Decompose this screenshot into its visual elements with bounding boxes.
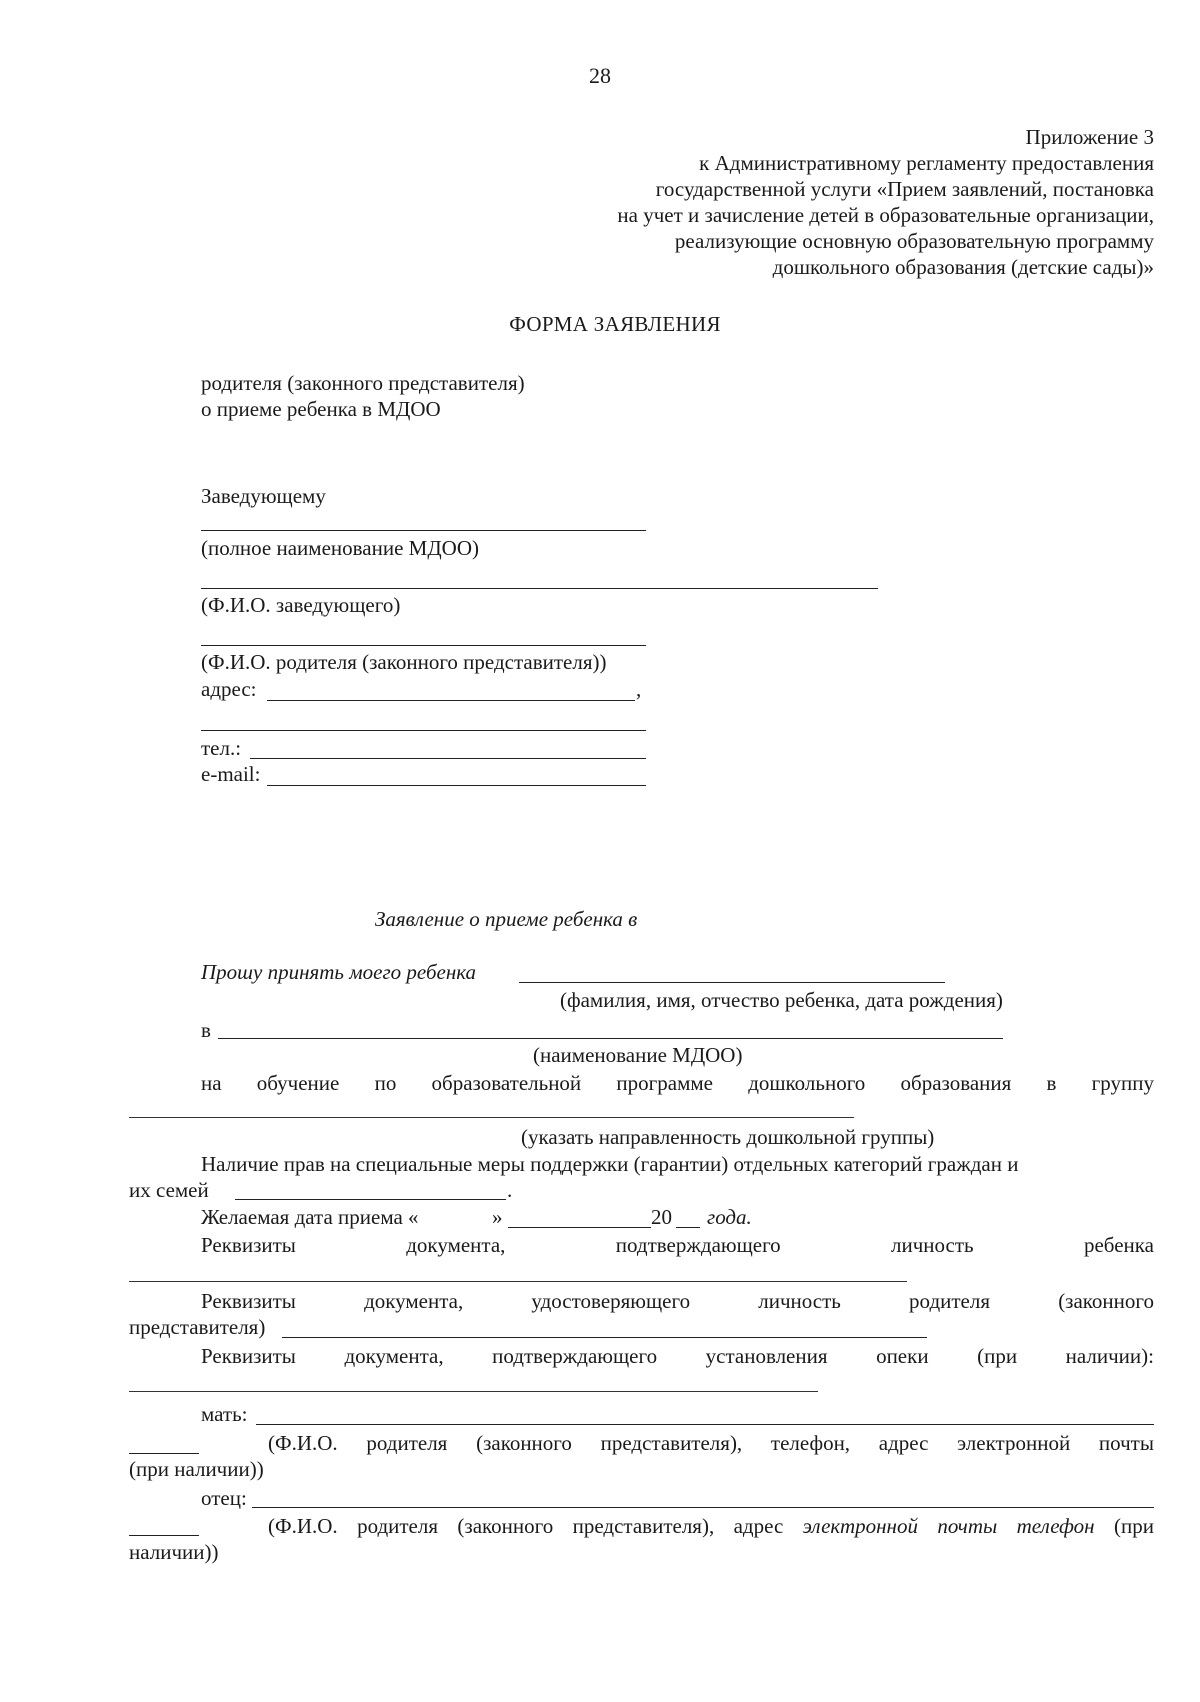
- father-caption-line: [268, 1513, 1154, 1539]
- guardian-doc-word: опеки: [876, 1344, 929, 1368]
- mother-label: мать:: [201, 1402, 248, 1426]
- father-caption-line-2: наличии)): [129, 1540, 219, 1564]
- form-title: ФОРМА ЗАЯВЛЕНИЯ: [509, 312, 721, 336]
- guardian-doc-field[interactable]: [129, 1391, 818, 1392]
- parent-doc-word: документа,: [364, 1289, 464, 1313]
- address-field[interactable]: [267, 700, 635, 701]
- mother-caption-word: (Ф.И.О.: [268, 1431, 338, 1455]
- email-field[interactable]: [267, 785, 646, 786]
- program-word: образования: [900, 1071, 1012, 1095]
- parent-doc-field[interactable]: [282, 1337, 927, 1338]
- appendix-line-5: реализующие основную образовательную программу: [674, 229, 1154, 253]
- mdoo-name-field[interactable]: [201, 530, 646, 531]
- group-field[interactable]: [129, 1117, 854, 1118]
- mother-field-start[interactable]: [129, 1453, 199, 1454]
- parent-doc-word: (законного: [1058, 1289, 1154, 1313]
- child-doc-word: документа,: [406, 1233, 506, 1257]
- father-caption-word: (законного: [457, 1514, 554, 1538]
- request-text: Прошу принять моего ребенка: [201, 960, 477, 984]
- guardian-doc-word: документа,: [344, 1344, 444, 1368]
- father-caption-word: телефон: [1016, 1514, 1095, 1538]
- parent-name-caption: (Ф.И.О. родителя (законного представителя)): [201, 650, 607, 674]
- mother-caption-line-2: (при наличии)): [129, 1457, 264, 1481]
- subtitle-line-1: родителя (законного представителя): [201, 371, 525, 395]
- mdoo-field[interactable]: [218, 1038, 1003, 1039]
- mother-caption-word: представителя),: [600, 1431, 743, 1455]
- child-doc-line: [201, 1232, 1154, 1258]
- mother-caption-word: (законного: [476, 1431, 572, 1455]
- rights-line-2: их семей: [129, 1178, 209, 1202]
- rights-field[interactable]: [235, 1199, 506, 1200]
- date-year-prefix: 20: [651, 1205, 672, 1229]
- guardian-doc-word: (при: [977, 1344, 1018, 1368]
- mother-caption-word: почты: [1098, 1431, 1154, 1455]
- program-line: [201, 1070, 1154, 1096]
- parent-doc-word: родителя: [909, 1289, 991, 1313]
- in-label: в: [201, 1018, 211, 1042]
- child-doc-field[interactable]: [129, 1281, 907, 1282]
- phone-label: тел.:: [201, 736, 242, 760]
- phone-field[interactable]: [250, 758, 646, 759]
- date-quote-close: »: [492, 1205, 503, 1229]
- page-number: 28: [589, 63, 611, 88]
- group-caption: (указать направленность дошкольной группы): [521, 1125, 935, 1149]
- program-word: по: [374, 1071, 397, 1095]
- program-word: дошкольного: [748, 1071, 866, 1095]
- head-name-field[interactable]: [201, 588, 878, 589]
- rights-dot: .: [507, 1178, 513, 1202]
- child-doc-word: подтверждающего: [615, 1233, 781, 1257]
- rights-line-1: Наличие прав на специальные меры поддержки (гарантии) отдельных категорий граждан и: [201, 1152, 1019, 1176]
- guardian-doc-word: наличии):: [1065, 1344, 1154, 1368]
- appendix-line-6: дошкольного образования (детские сады)»: [772, 255, 1154, 279]
- appendix-line-4: на учет и зачисление детей в образовательные организации,: [617, 203, 1154, 227]
- address-label: адрес:: [201, 677, 257, 701]
- father-caption-word: (при: [1114, 1514, 1154, 1538]
- father-label: отец:: [201, 1486, 247, 1510]
- appendix-line-2: к Административному регламенту предоставления: [699, 151, 1154, 175]
- program-word: на: [201, 1071, 222, 1095]
- parent-name-field[interactable]: [201, 645, 646, 646]
- mdoo-name-caption: (полное наименование МДОО): [201, 536, 479, 560]
- father-caption-word: электронной: [802, 1514, 918, 1538]
- mother-caption-word: родителя: [366, 1431, 448, 1455]
- father-caption-word: почты: [937, 1514, 998, 1538]
- father-field[interactable]: [252, 1507, 1154, 1508]
- address-field-line-2[interactable]: [201, 730, 646, 731]
- appendix-line-3: государственной услуги «Прием заявлений, постановка: [655, 177, 1154, 201]
- subtitle-line-2: о приеме ребенка в МДОО: [201, 397, 441, 421]
- statement-heading: Заявление о приеме ребенка в: [375, 907, 638, 931]
- mother-caption-word: телефон,: [770, 1431, 851, 1455]
- child-doc-word: Реквизиты: [201, 1233, 296, 1257]
- guardian-doc-word: установления: [705, 1344, 828, 1368]
- date-label: Желаемая дата приема «: [201, 1205, 419, 1229]
- father-caption-word: (Ф.И.О.: [268, 1514, 338, 1538]
- program-word: группу: [1091, 1071, 1154, 1095]
- email-label: e-mail:: [201, 762, 261, 786]
- father-field-start[interactable]: [129, 1535, 199, 1536]
- guardian-doc-word: подтверждающего: [492, 1344, 658, 1368]
- father-caption-word: адрес: [733, 1514, 784, 1538]
- mother-field[interactable]: [256, 1424, 1154, 1425]
- appendix-line-1: Приложение 3: [1025, 125, 1154, 149]
- mother-caption-word: адрес: [878, 1431, 929, 1455]
- child-name-field[interactable]: [519, 982, 945, 983]
- child-doc-word: ребенка: [1083, 1233, 1154, 1257]
- parent-doc-line: [201, 1288, 1154, 1314]
- father-caption-word: родителя: [357, 1514, 439, 1538]
- mother-caption-line: [268, 1430, 1154, 1456]
- addressee-label: Заведующему: [201, 484, 326, 508]
- program-word: в: [1046, 1071, 1057, 1095]
- head-name-caption: (Ф.И.О. заведующего): [201, 593, 401, 617]
- guardian-doc-word: Реквизиты: [201, 1344, 296, 1368]
- parent-doc-word: личность: [758, 1289, 841, 1313]
- child-doc-word: личность: [891, 1233, 974, 1257]
- guardian-doc-line: [201, 1343, 1154, 1369]
- mdoo-caption: (наименование МДОО): [533, 1043, 743, 1067]
- parent-doc-line-2: представителя): [129, 1315, 266, 1339]
- mother-caption-word: электронной: [957, 1431, 1071, 1455]
- program-word: образовательной: [431, 1071, 582, 1095]
- date-month-field[interactable]: [508, 1227, 651, 1228]
- date-suffix: года.: [707, 1205, 752, 1229]
- address-comma: ,: [636, 677, 642, 701]
- program-word: обучение: [256, 1071, 340, 1095]
- child-name-caption: (фамилия, имя, отчество ребенка, дата рождения): [560, 988, 1003, 1012]
- father-caption-word: представителя),: [572, 1514, 715, 1538]
- program-word: программе: [616, 1071, 713, 1095]
- date-year-field[interactable]: [676, 1227, 700, 1228]
- parent-doc-word: удостоверяющего: [531, 1289, 691, 1313]
- parent-doc-word: Реквизиты: [201, 1289, 296, 1313]
